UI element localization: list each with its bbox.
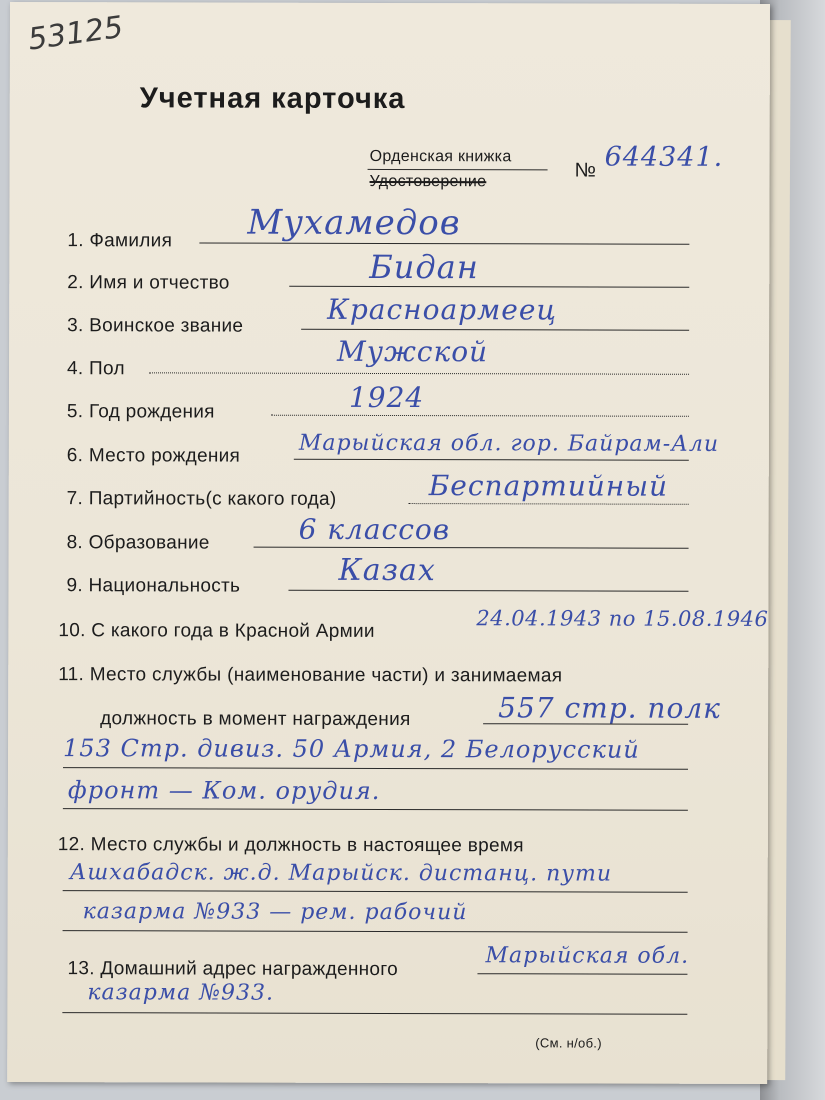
field-6-value: Марыйская обл. гор. Байрам-Али <box>298 430 720 457</box>
field-13-rule-1 <box>477 973 687 975</box>
field-12-label: 12. Место службы и должность в настоящее время <box>57 834 524 857</box>
field-7-label: 7. Партийность(с какого года) <box>66 488 337 510</box>
field-12-value-line1: Ашхабадск. ж.д. Марыйск. дистанц. пути <box>69 860 613 887</box>
field-2-value: Бидан <box>369 247 479 287</box>
card-title: Учетная карточка <box>139 82 406 116</box>
field-6-rule <box>294 459 689 461</box>
field-13-label: 13. Домашний адрес награжденного <box>67 958 398 981</box>
field-7-value: Беспартийный <box>428 469 669 503</box>
order-book-rule <box>368 169 548 170</box>
field-10-value: 24.04.1943 по 15.08.1946 <box>476 606 769 631</box>
field-10-label: 10. С какого года в Красной Армии <box>58 620 375 642</box>
field-1-label: 1. Фамилия <box>67 230 173 252</box>
field-8-value: 6 классов <box>298 512 451 547</box>
field-8-label: 8. Образование <box>66 532 210 554</box>
footer-note: (См. н/об.) <box>535 1035 602 1051</box>
field-3-value: Красноармеец <box>327 292 558 327</box>
field-12-rule-2 <box>63 930 688 933</box>
order-book-label: Орденская книжка <box>369 147 512 166</box>
field-8-rule <box>254 547 689 549</box>
field-1-value: Мухамедов <box>247 202 461 244</box>
field-11-label-line1: 11. Место службы (наименование части) и занимаемая <box>58 664 563 687</box>
field-9-value: Казах <box>338 552 436 589</box>
field-4-label: 4. Пол <box>67 358 125 380</box>
field-9-rule <box>288 590 688 592</box>
field-4-rule <box>149 372 689 374</box>
field-9-label: 9. Национальность <box>66 575 241 597</box>
field-11-value-line3: фронт — Ком. орудия. <box>67 776 381 805</box>
field-12-rule-1 <box>63 890 688 893</box>
field-5-label: 5. Год рождения <box>66 401 215 423</box>
field-12-value-line2: казарма №933 — рем. рабочий <box>82 899 468 926</box>
field-3-label: 3. Воинское звание <box>67 315 244 337</box>
field-11-value-line1: 557 стр. полк <box>498 691 721 725</box>
certificate-label: Удостоверение <box>369 172 487 191</box>
field-5-value: 1924 <box>348 380 425 415</box>
field-2-label: 2. Имя и отчество <box>67 272 230 294</box>
field-2-rule <box>289 286 689 288</box>
field-5-rule <box>271 415 689 417</box>
field-13-value-line1: Марыйская обл. <box>485 943 690 969</box>
field-7-rule <box>409 503 689 505</box>
field-11-rule-3 <box>63 808 688 811</box>
number-sign: № <box>574 159 597 182</box>
field-13-value-line2: казарма №933. <box>87 980 275 1006</box>
field-3-rule <box>301 329 689 331</box>
field-13-rule-2 <box>62 1012 687 1015</box>
archive-number: 53125 <box>25 9 126 58</box>
field-4-value: Мужской <box>337 334 489 369</box>
field-11-value-line2: 153 Стр. дивиз. 50 Армия, 2 Белорусский <box>63 734 640 764</box>
field-11-rule-2 <box>63 767 688 770</box>
field-6-label: 6. Место рождения <box>66 445 241 467</box>
order-book-number: 644341. <box>604 141 724 173</box>
registration-card <box>7 2 770 1084</box>
field-11-label-line2: должность в момент награждения <box>100 708 411 731</box>
